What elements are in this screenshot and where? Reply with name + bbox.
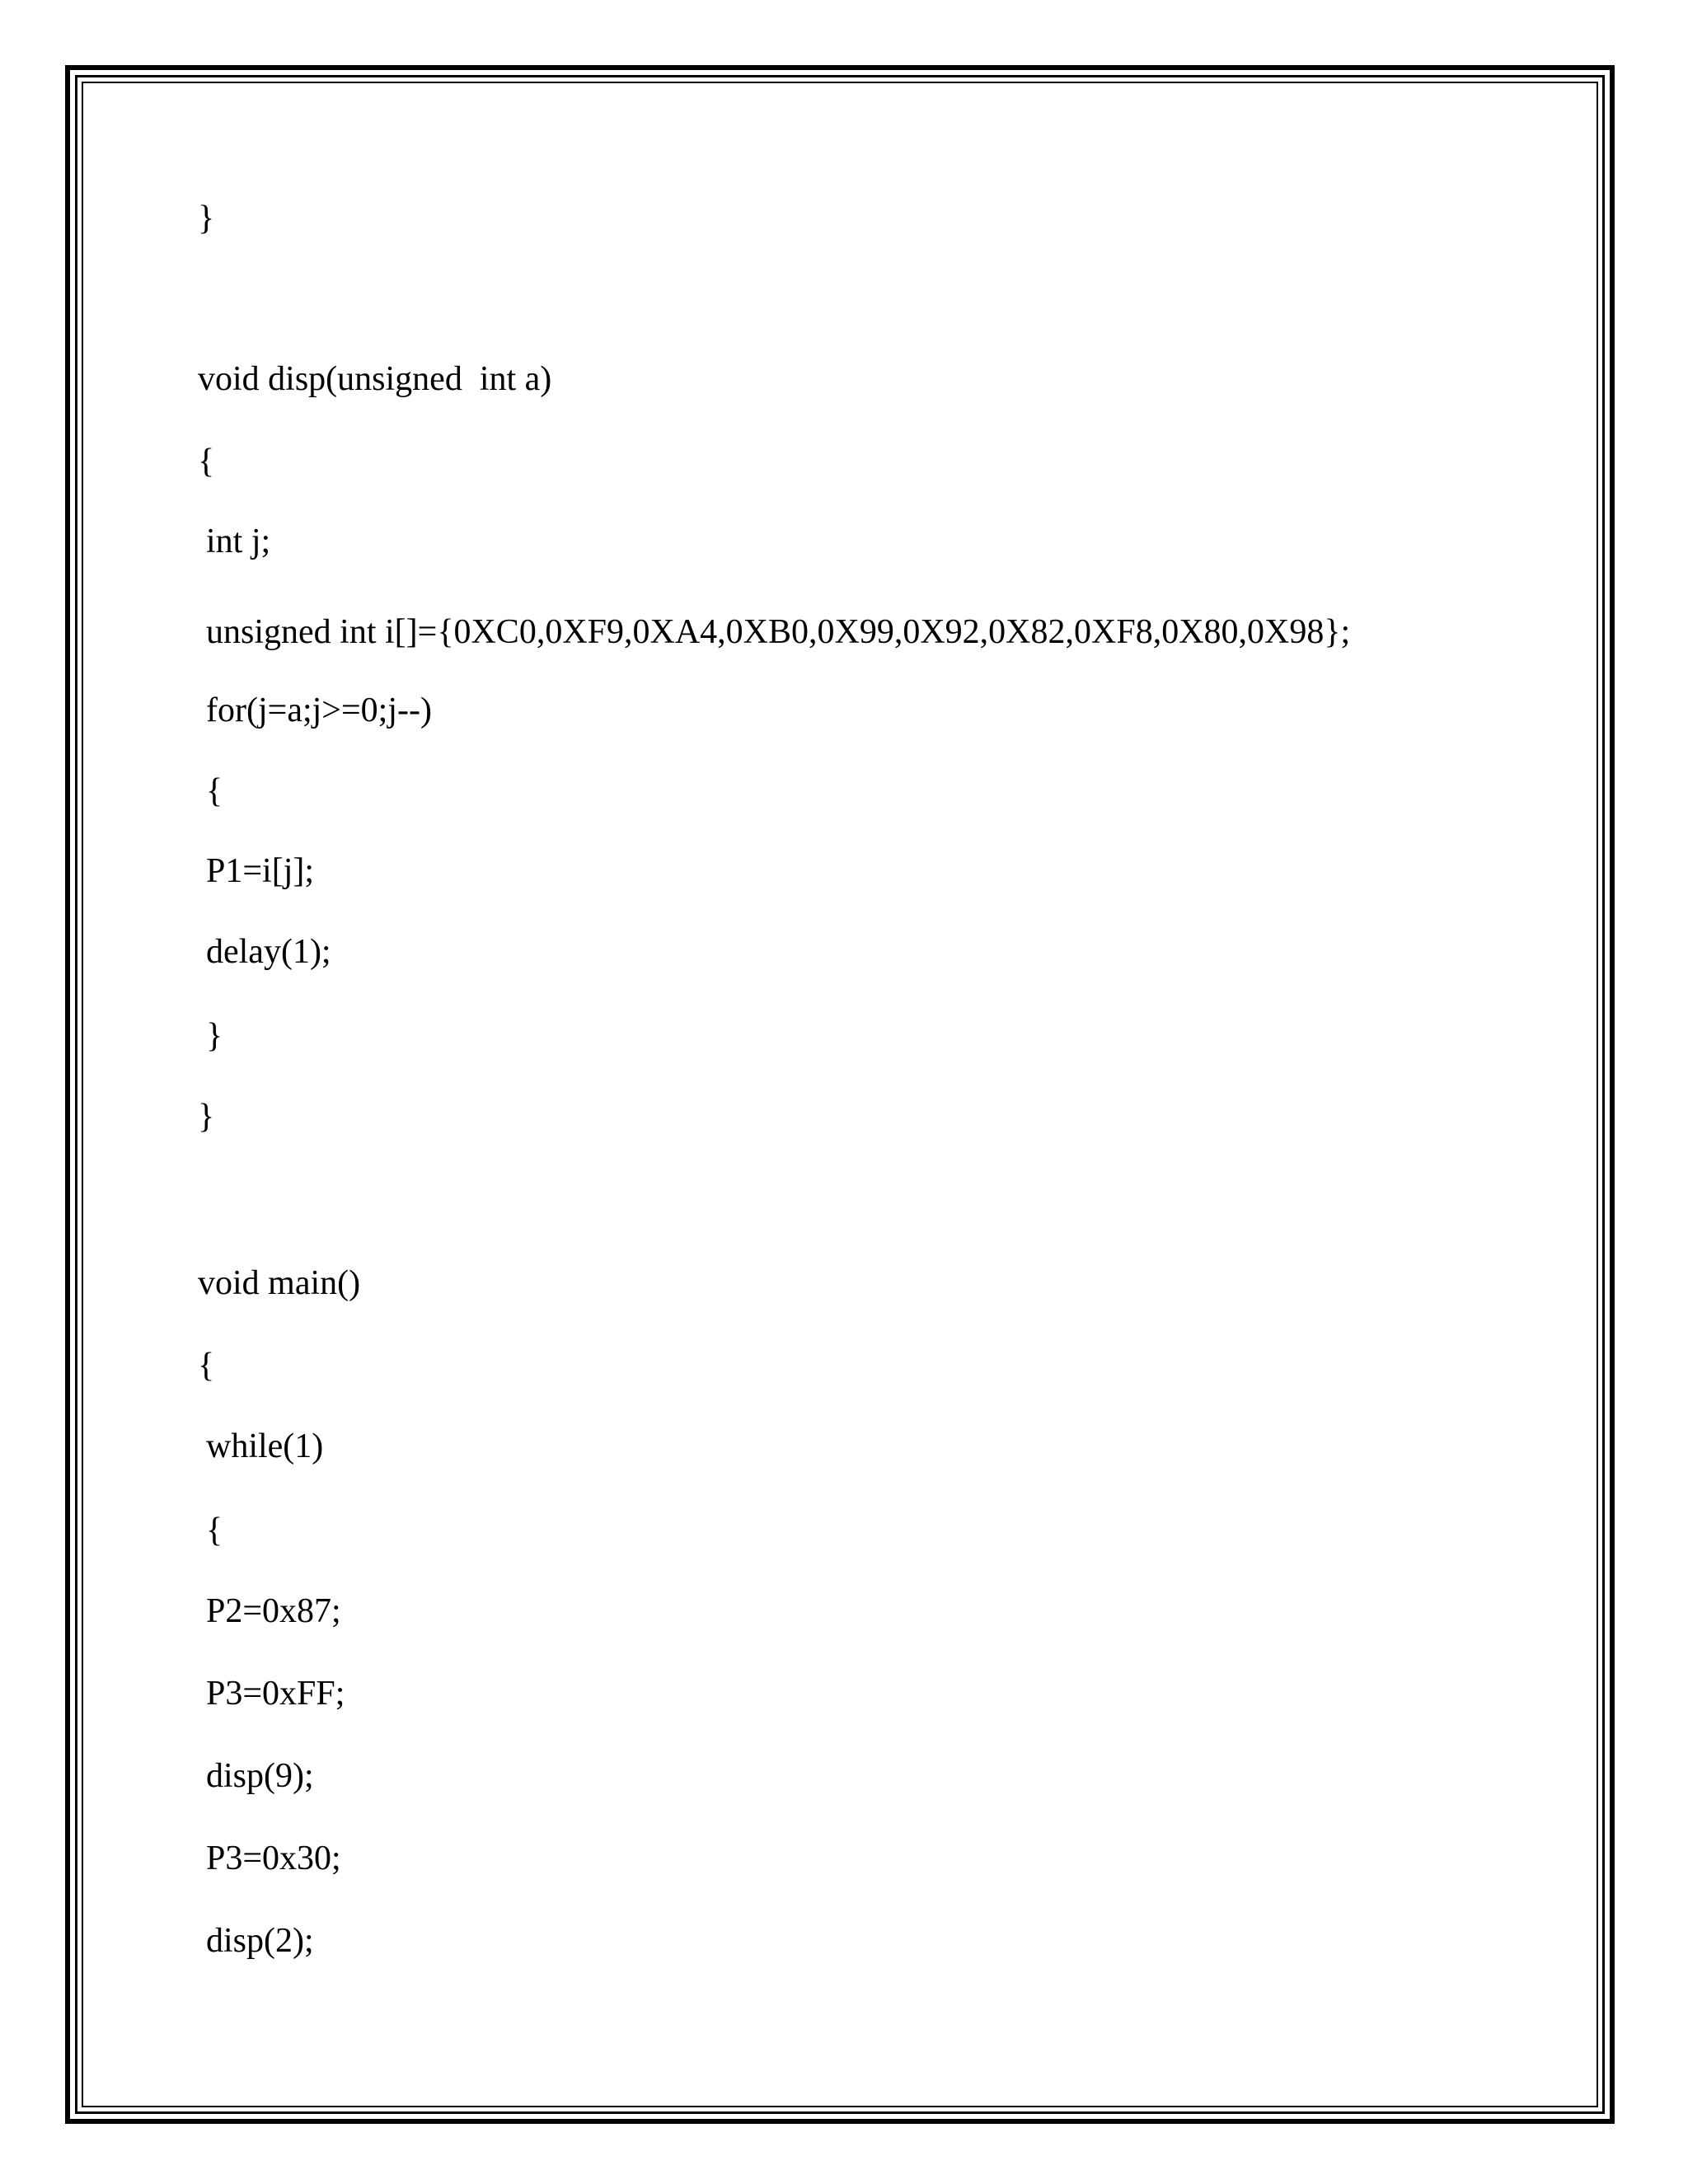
code-line: {	[206, 1511, 223, 1549]
code-line: }	[198, 199, 215, 237]
code-line: disp(2);	[206, 1922, 314, 1960]
code-line: int j;	[206, 523, 271, 560]
code-line: }	[206, 1017, 223, 1055]
code-line: {	[198, 1347, 215, 1385]
code-line: void main()	[198, 1264, 361, 1302]
code-line: disp(9);	[206, 1757, 314, 1795]
code-line: unsigned int i[]={0XC0,0XF9,0XA4,0XB0,0X99,0X92,0X82,0XF8,0X80,0X98};	[206, 613, 1351, 651]
code-line: P2=0x87;	[206, 1592, 341, 1630]
code-line: void disp(unsigned int a)	[198, 360, 552, 398]
code-line: P3=0x30;	[206, 1840, 341, 1877]
code-line: P1=i[j];	[206, 852, 315, 890]
code-line: {	[206, 772, 223, 810]
code-line: while(1)	[206, 1427, 324, 1465]
code-line: }	[198, 1098, 215, 1136]
code-line: for(j=a;j>=0;j--)	[206, 691, 432, 729]
code-line: delay(1);	[206, 933, 331, 971]
code-line: P3=0xFF;	[206, 1675, 345, 1713]
code-line: {	[198, 443, 215, 480]
